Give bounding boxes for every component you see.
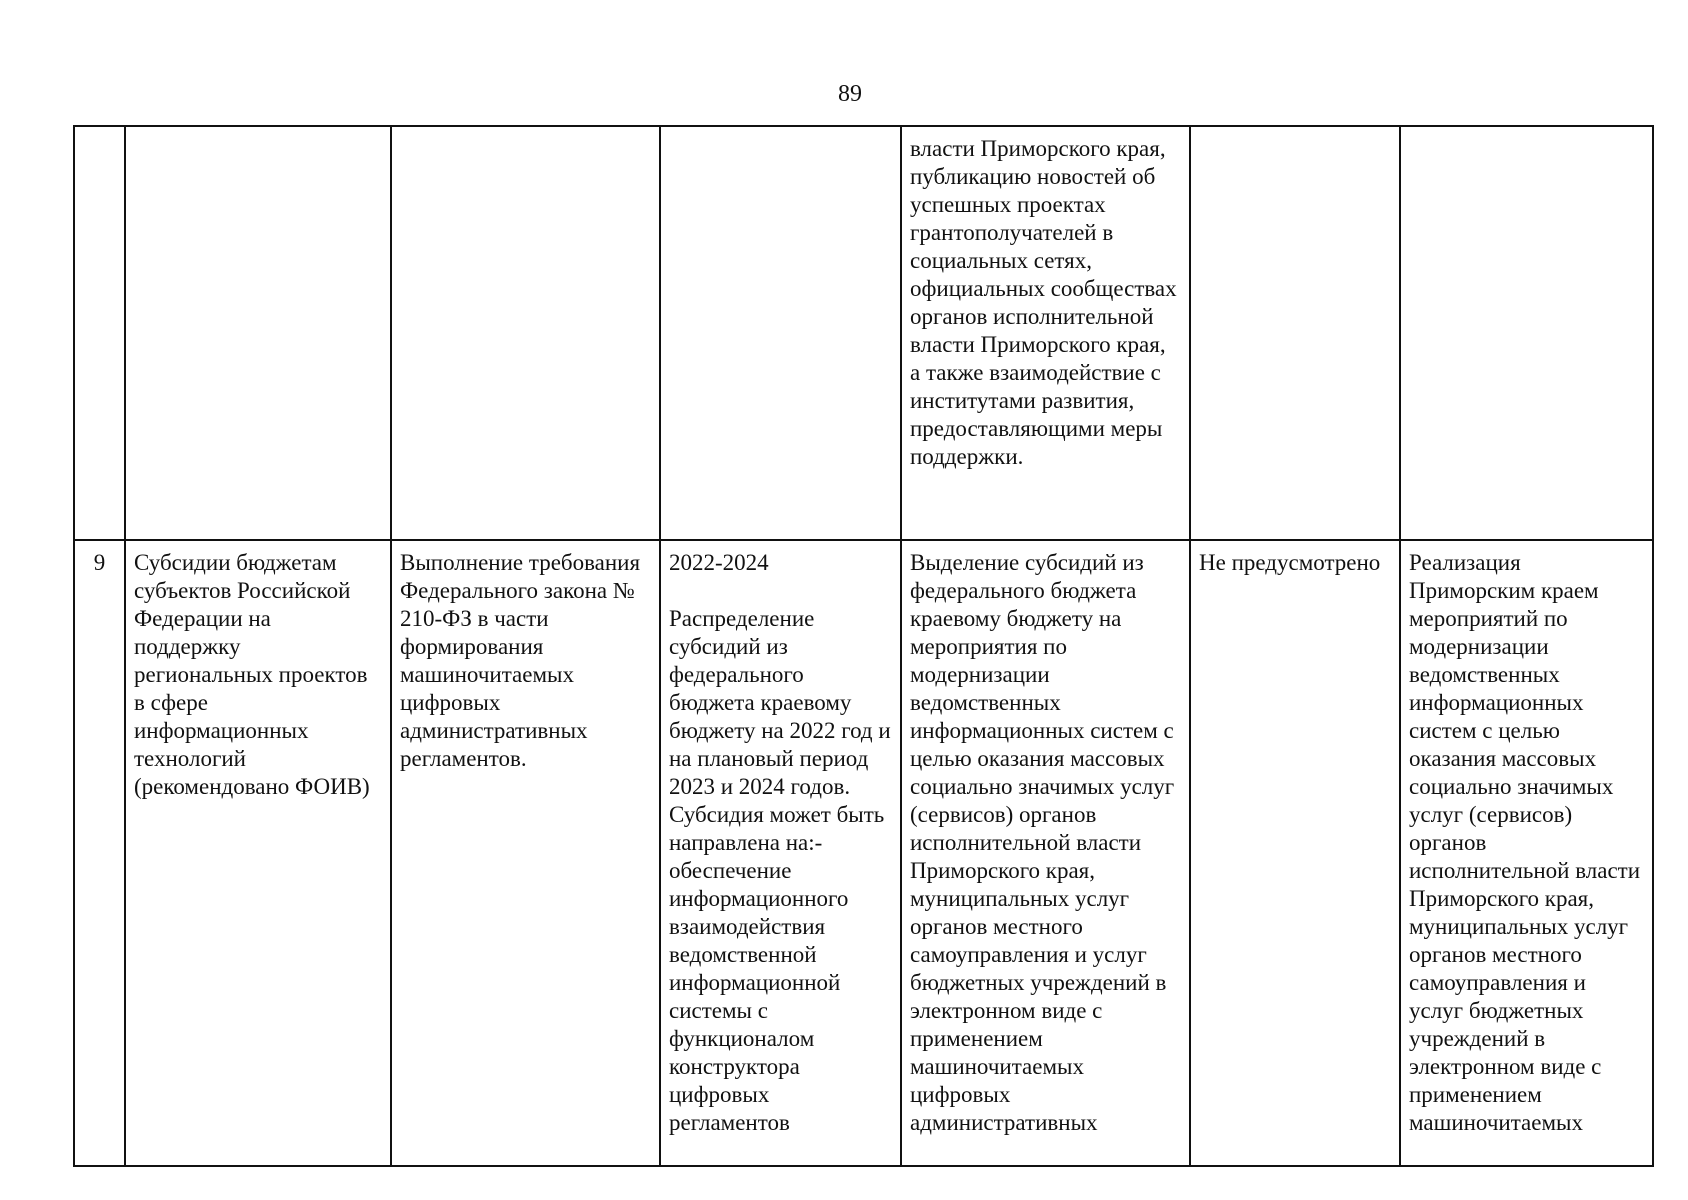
cell-row-number: 9 xyxy=(74,540,125,1166)
cell-period xyxy=(660,540,901,1166)
period-value: 2022-2024 xyxy=(669,550,769,575)
cell-implementation-empty xyxy=(1400,126,1653,540)
cell-continued-text: власти Приморского края, публикацию новостей об успешных проектах грантополучателей в социальных сетях, официальных сообществах органов исполнительной власти Приморского края, а также взаимодействие с институтами развития, предоставляющими меры поддержки. xyxy=(901,126,1190,540)
cell-requirement: Выполнение требования Федерального закона № 210-ФЗ в части формирования машиночитаемых цифровых административных регламентов. xyxy=(391,540,660,1166)
page-number: 89 xyxy=(838,81,862,107)
cell-number-empty xyxy=(74,126,125,540)
cell-measure-empty xyxy=(125,126,391,540)
cell-measure: Субсидии бюджетам субъектов Российской Федерации на поддержку региональных проектов в сфере информационных технологий (рекомендовано ФОИВ) xyxy=(125,540,391,1166)
table-row-9 xyxy=(74,540,1653,1166)
cell-requirement-empty xyxy=(391,126,660,540)
table-row-continuation xyxy=(74,126,1653,540)
cell-provision-empty xyxy=(1190,126,1400,540)
cell-period-empty xyxy=(660,126,901,540)
cell-implementation: Реализация Приморским краем мероприятий по модернизации ведомственных информационных систем с целью оказания массовых социально значимых услуг (сервисов) органов исполнительной власти Приморского края, муниципальных услуг органов местного самоуправления и услуг бюджетных учреждений в электронном виде с применением машиночитаемых xyxy=(1400,540,1653,1166)
measures-table xyxy=(73,125,1654,1167)
cell-provision: Не предусмотрено xyxy=(1190,540,1400,1166)
cell-allocation: Выделение субсидий из федерального бюджета краевому бюджету на мероприятия по модернизации ведомственных информационных систем с целью оказания массовых социально значимых услуг (сервисов) органов исполнительной власти Приморского края, муниципальных услуг органов местного самоуправления и услуг бюджетных учреждений в электронном виде с применением машиночитаемых цифровых административных xyxy=(901,540,1190,1166)
period-description: Распределение субсидий из федерального бюджета краевому бюджету на 2022 год и на плановый период 2023 и 2024 годов. Субсидия может быть направлена на:- обеспечение информационного взаимодействия ведомственной информационной системы с функционалом конструктора цифровых регламентов xyxy=(669,606,891,1135)
